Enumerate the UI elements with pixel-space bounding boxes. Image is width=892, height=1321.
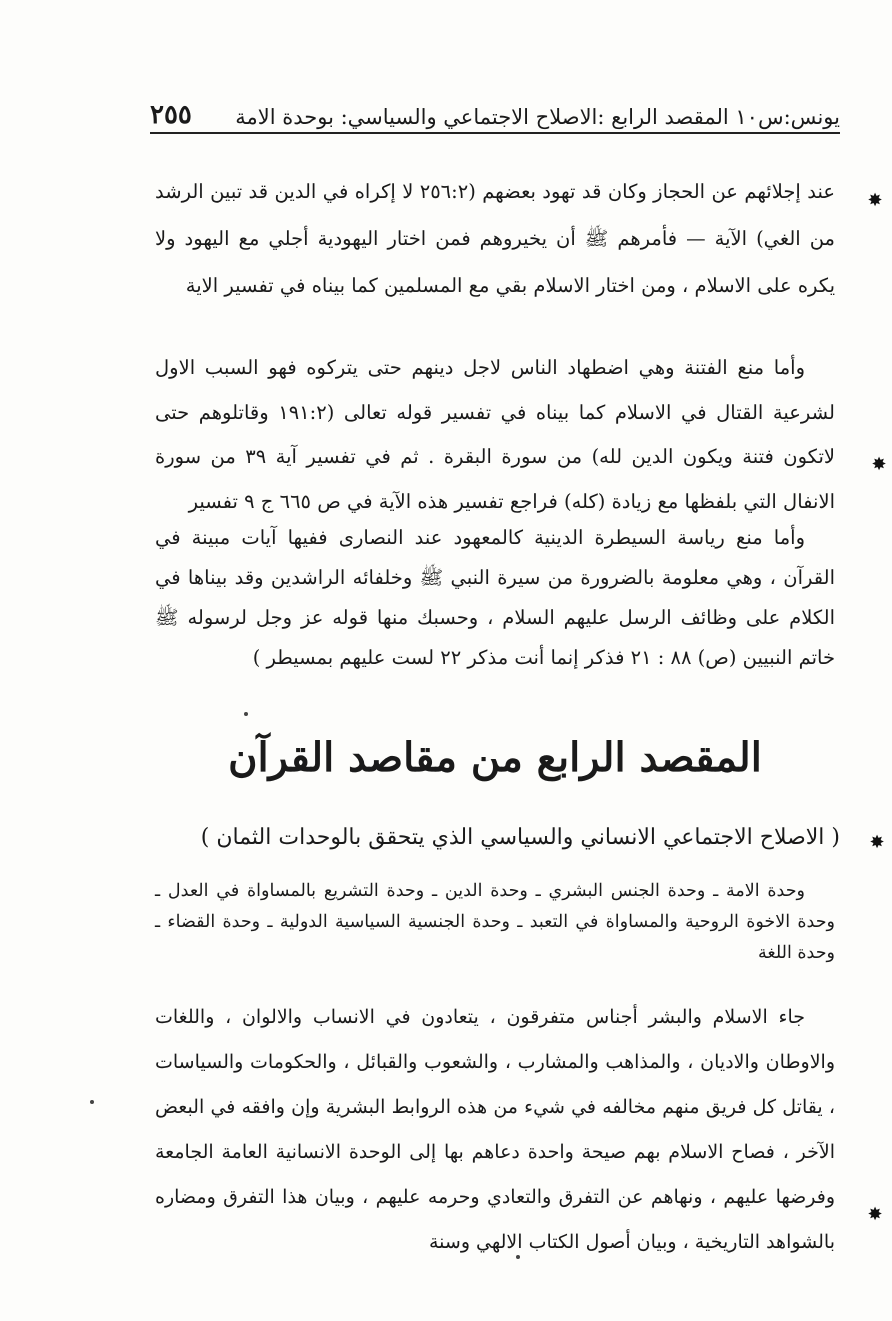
header-rule <box>150 132 840 134</box>
paragraph-3 <box>155 518 835 678</box>
paragraph-3-text: وأما منع رياسة السيطرة الدينية كالمعهود عند النصارى ففيها آيات مبينة في القرآن ، وهي معلومة بالضرورة من سيرة النبي ﷺ وخلفائه الراشدين وقد بيناها في الكلام على وظائف الرسل عليهم السلام ، وحسبك منها قوله عز وجل لرسوله ﷺ خاتم النبيين (ص) ٨٨ : ٢١ فذكر إنما أنت مذكر ٢٢ لست عليهم بمسيطر ) <box>155 526 835 669</box>
running-title: يونس:س١٠ المقصد الرابع :الاصلاح الاجتماعي والسياسي: بوحدة الامة <box>235 105 840 129</box>
page-header <box>150 88 840 128</box>
paragraph-2-text: وأما منع الفتنة وهي اضطهاد الناس لاجل دينهم حتى يتركوه فهو السبب الاول لشرعية القتال في الاسلام كما بيناه في تفسير قوله تعالى (١٩١:٢ وقاتلوهم حتى لاتكون فتنة ويكون الدين لله) من سورة البقرة . ثم في تفسير آية ٣٩ من سورة الانفال التي بلفظها مع زيادة (كله) فراجع تفسير هذه الآية في ص ٦٦٥ ج ٩ تفسير <box>155 356 835 513</box>
paragraph-5-text: جاء الاسلام والبشر أجناس متفرقون ، يتعادون في الانساب والالوان ، واللغات والاوطان والاديان ، والمذاهب والمشارب ، والشعوب والقبائل ، والحكومات والسياسات ، يقاتل كل فريق منهم مخالفه في شيء من هذه الروابط البشرية وإن وافقه في البعض الآخر ، فصاح الاسلام بهم صيحة واحدة دعاهم بها إلى الوحدة الانسانية العامة الجامعة وفرضها عليهم ، ونهاهم عن التفرق والتعادي وحرمه عليهم ، وبيان هذا التفرق ومضاره بالشواهد التاريخية ، وبيان أصول الكتاب الالهي وسنة <box>155 1006 835 1253</box>
units-list: وحدة الامة ـ وحدة الجنس البشري ـ وحدة الدين ـ وحدة التشريع بالمساواة في العدل ـ وحدة الاخوة الروحية والمساواة في التعبد ـ وحدة الجنسية السياسية الدولية ـ وحدة القضاء ـ وحدة اللغة <box>155 881 835 963</box>
stray-dot <box>516 1255 520 1259</box>
paragraph-1-text: عند إجلائهم عن الحجاز وكان قد تهود بعضهم (٢٥٦:٢ لا إكراه في الدين قد تبين الرشد من الغي) الآية — فأمرهم ﷺ أن يخيروهم فمن اختار اليهودية أجلي مع اليهود ولا يكره على الاسلام ، ومن اختار الاسلام بقي مع المسلمين كما بيناه في تفسير الاية <box>155 180 835 297</box>
stray-dot <box>90 1100 94 1104</box>
paragraph-1 <box>155 168 835 309</box>
paragraph-2 <box>155 346 835 524</box>
page-number: ٢٥٥ <box>150 100 192 130</box>
section-subtitle: ( الاصلاح الاجتماعي الانساني والسياسي الذي يتحقق بالوحدات الثمان ) <box>200 825 840 850</box>
stray-dot <box>244 712 248 716</box>
paragraph-5 <box>155 995 835 1265</box>
ink-blot-icon: ✸ <box>867 1204 883 1225</box>
ink-blot-icon: ✸ <box>871 454 887 475</box>
section-title: المقصد الرابع من مقاصد القرآن <box>228 734 762 781</box>
ink-blot-icon: ✸ <box>867 190 883 211</box>
ink-blot-icon: ✸ <box>869 832 885 853</box>
